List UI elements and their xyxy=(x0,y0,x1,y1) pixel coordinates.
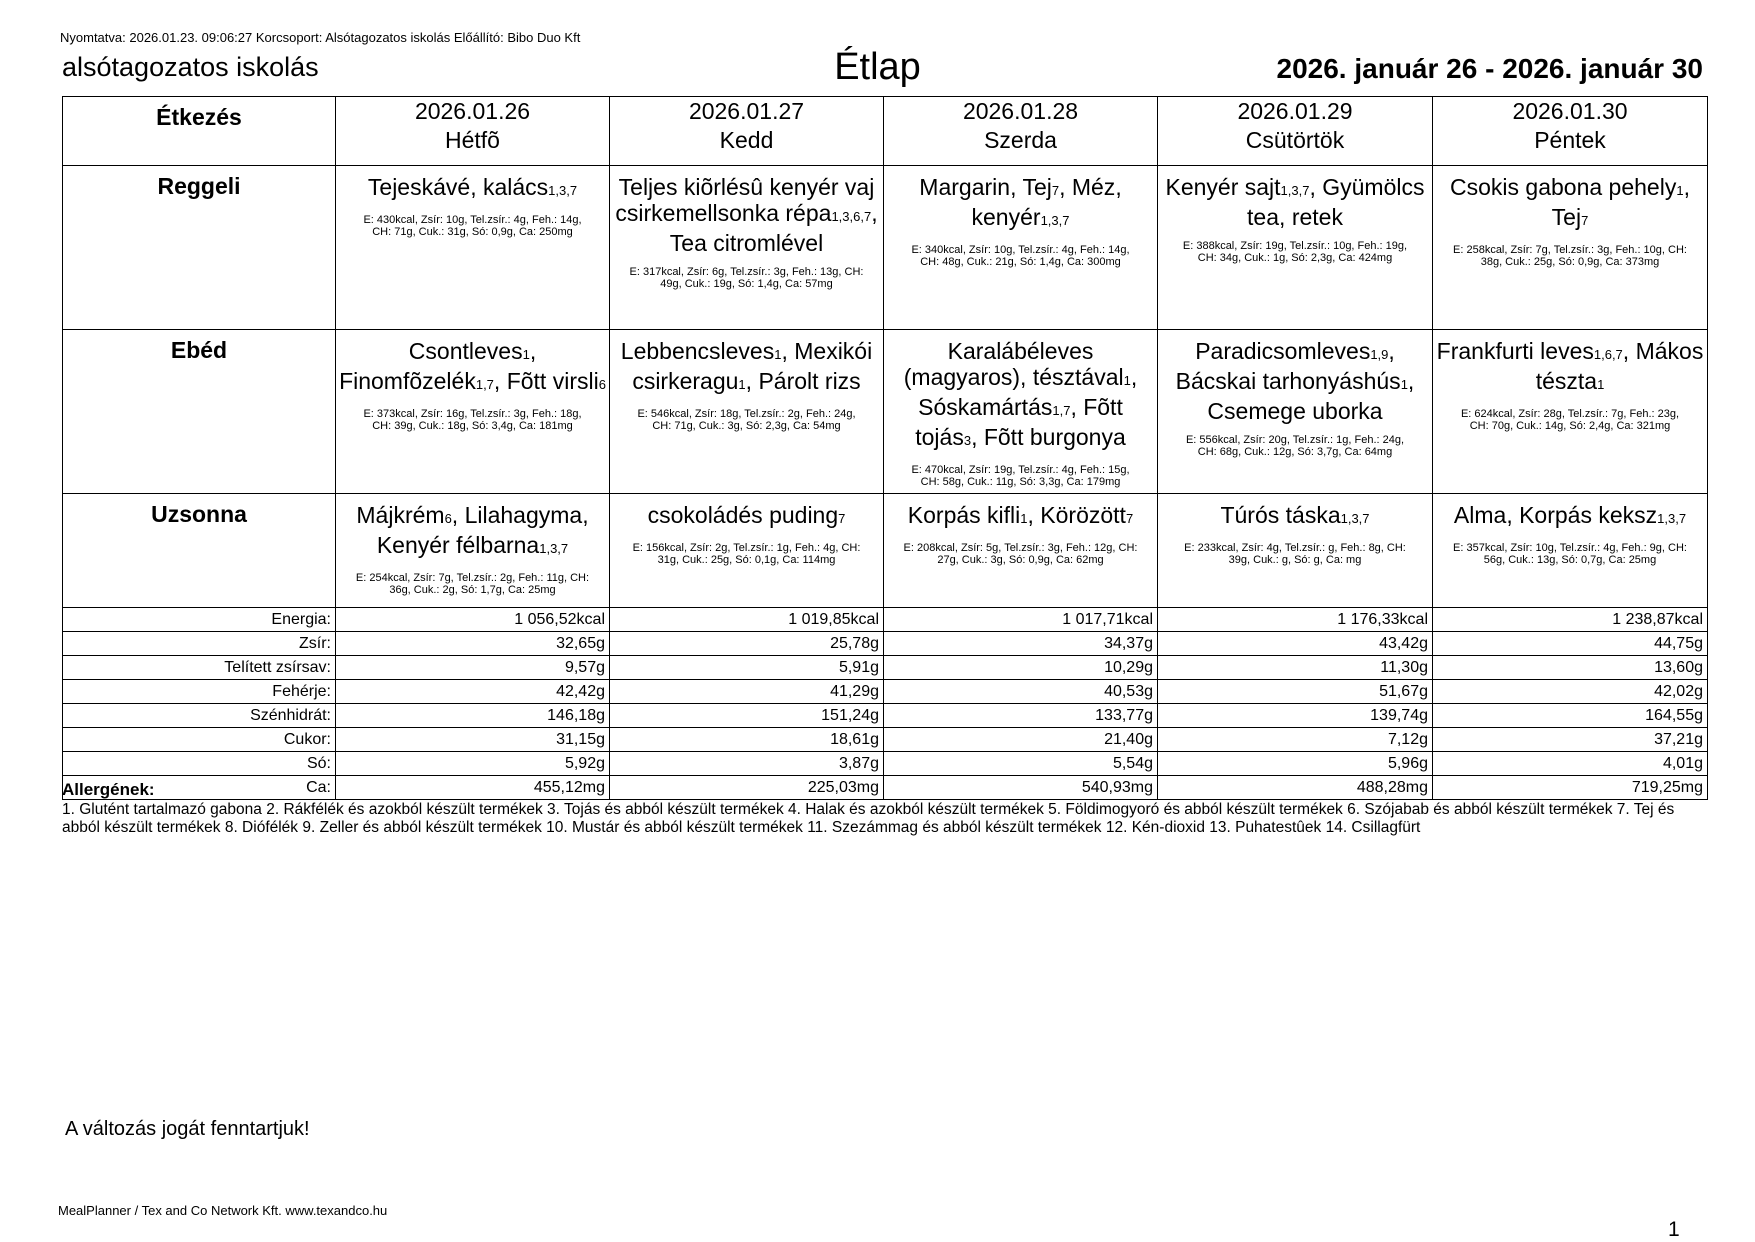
nutrient-value: 41,29g xyxy=(610,680,884,704)
dish-name: Lilahagyma xyxy=(464,502,583,528)
nutrition-line: E: 233kcal, Zsír: 4g, Tel.zsír.: g, Feh.: 8g, CH: xyxy=(1184,542,1406,554)
dish-name: Lebbencsleves xyxy=(620,338,775,364)
dish-name: Mákos tészta xyxy=(1535,338,1704,394)
menu-cell xyxy=(336,166,610,330)
dish-separator: , xyxy=(1059,174,1072,200)
dish-list xyxy=(884,330,1157,454)
nutrient-value: 25,78g xyxy=(610,632,884,656)
nutrition-line: E: 556kcal, Zsír: 20g, Tel.zsír.: 1g, Feh.: 24g, xyxy=(1185,434,1405,446)
nutrition-line: E: 624kcal, Zsír: 28g, Tel.zsír.: 7g, Feh.: 23g, xyxy=(1460,408,1680,420)
dish-name: Kenyér félbarna xyxy=(376,532,540,558)
allergen-codes: 6 xyxy=(598,377,606,392)
nutrient-value: 4,01g xyxy=(1433,752,1708,776)
allergen-codes: 1,3,7 xyxy=(1657,511,1687,526)
nutrient-value: 44,75g xyxy=(1433,632,1708,656)
nutrient-value: 3,87g xyxy=(610,752,884,776)
dish-name: kenyér xyxy=(971,204,1041,230)
dish-name: Fõtt tojás xyxy=(915,394,1123,450)
nutrition-info xyxy=(610,542,883,566)
menu-cell xyxy=(884,166,1158,330)
nutrient-value: 1 017,71kcal xyxy=(884,608,1158,632)
nutrient-value: 42,02g xyxy=(1433,680,1708,704)
dish-separator: , xyxy=(1622,338,1636,364)
nutrition-line: CH: 71g, Cuk.: 31g, Só: 0,9g, Ca: 250mg xyxy=(372,226,573,238)
nutrition-line: E: 470kcal, Zsír: 19g, Tel.zsír.: 4g, Feh.: 15g, xyxy=(911,464,1130,476)
dish-separator: , xyxy=(1407,368,1415,394)
allergen-codes: 7 xyxy=(1125,511,1134,526)
menu-cell xyxy=(884,494,1158,608)
page-number: 1 xyxy=(1668,1218,1680,1241)
nutrient-value: 5,92g xyxy=(336,752,610,776)
allergen-codes: 7 xyxy=(1581,213,1589,228)
allergen-codes: 3 xyxy=(963,433,972,448)
dish-separator: , xyxy=(1130,364,1138,390)
dish-name: Korpás kifli xyxy=(907,502,1021,528)
dish-name: Frankfurti leves xyxy=(1436,338,1594,364)
nutrition-line: E: 156kcal, Zsír: 2g, Tel.zsír.: 1g, Feh.: 4g, CH: xyxy=(632,542,861,554)
nutrient-value: 540,93mg xyxy=(884,776,1158,800)
nutrition-info xyxy=(884,244,1157,268)
day-name: Kedd xyxy=(719,127,774,153)
menu-table-body xyxy=(63,97,1708,800)
nutrition-line: E: 373kcal, Zsír: 16g, Tel.zsír.: 3g, Feh.: 18g, xyxy=(363,408,582,420)
nutrition-info xyxy=(1158,240,1432,264)
menu-cell xyxy=(610,494,884,608)
menu-table xyxy=(62,96,1708,800)
nutrition-line: E: 258kcal, Zsír: 7g, Tel.zsír.: 3g, Feh.: 10g, CH: xyxy=(1453,244,1687,256)
nutrient-value: 9,57g xyxy=(336,656,610,680)
nutrition-line: 38g, Cuk.: 25g, Só: 0,9g, Ca: 373mg xyxy=(1480,256,1660,268)
day-name: Csütörtök xyxy=(1245,127,1345,153)
dish-name: Túrós táska xyxy=(1220,502,1341,528)
nutrient-value: 5,91g xyxy=(610,656,884,680)
dish-name: csokoládés puding xyxy=(647,502,839,528)
allergen-codes: 6 xyxy=(444,511,452,526)
allergen-codes: 1,7 xyxy=(1052,403,1071,418)
print-info: Nyomtatva: 2026.01.23. 09:06:27 Korcsoport: Alsótagozatos iskolás Előállító: Bibo Duo Kft xyxy=(60,30,581,45)
dish-list xyxy=(1158,330,1432,424)
nutrition-line: CH: 58g, Cuk.: 11g, Só: 3,3g, Ca: 179mg xyxy=(920,476,1121,488)
dish-name: Finomfõzelék xyxy=(339,368,476,394)
dish-separator: , xyxy=(1070,394,1084,420)
dish-separator: , xyxy=(781,338,795,364)
dish-list xyxy=(336,330,609,398)
dish-name: Paradicsomleves xyxy=(1195,338,1371,364)
dish-list xyxy=(610,494,883,532)
disclaimer: A változás jogát fenntartjuk! xyxy=(65,1118,310,1140)
dish-separator: , xyxy=(451,502,465,528)
page-title: Étlap xyxy=(834,46,921,88)
nutrition-info xyxy=(610,408,883,432)
dish-name: Körözött xyxy=(1040,502,1126,528)
nutrition-line: 27g, Cuk.: 3g, Só: 0,9g, Ca: 62mg xyxy=(937,554,1104,566)
nutrient-value: 1 238,87kcal xyxy=(1433,608,1708,632)
menu-cell xyxy=(1158,330,1433,494)
menu-cell xyxy=(884,330,1158,494)
nutrition-line: 31g, Cuk.: 25g, Só: 0,1g, Ca: 114mg xyxy=(657,554,836,566)
nutrition-line: CH: 71g, Cuk.: 3g, Só: 2,3g, Ca: 54mg xyxy=(652,420,841,432)
menu-cell xyxy=(1158,166,1433,330)
allergen-codes: 1,9 xyxy=(1370,347,1389,362)
dish-name: Fõtt virsli xyxy=(506,368,599,394)
nutrition-line: CH: 39g, Cuk.: 18g, Só: 3,4g, Ca: 181mg xyxy=(372,420,573,432)
allergen-codes: 1 xyxy=(1597,377,1605,392)
nutrient-value: 151,24g xyxy=(610,704,884,728)
nutrition-line: CH: 70g, Cuk.: 14g, Só: 2,4g, Ca: 321mg xyxy=(1469,420,1671,432)
menu-cell xyxy=(1433,330,1708,494)
nutrition-line: E: 317kcal, Zsír: 6g, Tel.zsír.: 3g, Feh.: 13g, CH: xyxy=(629,266,864,278)
allergen-codes: 1 xyxy=(1676,183,1684,198)
dish-name: Méz xyxy=(1071,174,1116,200)
nutrient-value: 455,12mg xyxy=(336,776,610,800)
nutrient-total-row xyxy=(63,776,1708,800)
menu-cell xyxy=(336,330,610,494)
dish-list xyxy=(1433,166,1707,234)
dish-separator: , xyxy=(1506,502,1520,528)
dish-separator: , xyxy=(493,368,507,394)
dish-separator: , xyxy=(1309,174,1323,200)
nutrition-info xyxy=(1158,542,1432,566)
nutrition-info xyxy=(884,464,1157,488)
meal-row xyxy=(63,166,1708,330)
menu-cell xyxy=(1433,494,1708,608)
dish-separator: , xyxy=(582,502,589,528)
allergen-codes: 1 xyxy=(1020,511,1028,526)
day-date: 2026.01.28 xyxy=(962,98,1079,124)
dish-list xyxy=(884,494,1157,532)
nutrient-label: Fehérje: xyxy=(63,680,336,704)
nutrient-value: 7,12g xyxy=(1158,728,1433,752)
allergen-codes: 1,3,6,7 xyxy=(831,209,872,224)
day-date: 2026.01.27 xyxy=(688,98,805,124)
allergen-codes: 1,3,7 xyxy=(1340,511,1370,526)
dish-name: Korpás keksz xyxy=(1519,502,1658,528)
dish-separator: , xyxy=(529,338,537,364)
nutrient-value: 1 019,85kcal xyxy=(610,608,884,632)
nutrient-label: Szénhidrát: xyxy=(63,704,336,728)
day-header xyxy=(884,97,1158,166)
nutrient-total-row xyxy=(63,608,1708,632)
dish-separator: , xyxy=(871,200,878,226)
allergen-codes: 1 xyxy=(774,347,782,362)
nutrition-info xyxy=(884,542,1157,566)
menu-cell xyxy=(610,330,884,494)
dish-separator: , xyxy=(470,174,483,200)
allergens-title: Allergének: xyxy=(62,780,155,799)
allergen-codes: 1,7 xyxy=(475,377,494,392)
nutrient-value: 13,60g xyxy=(1433,656,1708,680)
dish-name: Párolt rizs xyxy=(758,368,861,394)
nutrition-line: CH: 48g, Cuk.: 21g, Só: 1,4g, Ca: 300mg xyxy=(920,256,1121,268)
dish-name: Teljes kiõrlésû kenyér vaj csirkemellsonka répa xyxy=(615,174,875,226)
allergens-list: 1. Glutént tartalmazó gabona 2. Rákfélék és azokból készült termékek 3. Tojás és abból készült termékek 4. Halak és azokból készült termékek 5. Földimogyoró és abból készült termékek 6. Szójabab és abból készült termékek 7. Tej és abból készült termékek 8. Diófélék 9. Zeller és abból készült termékek 10. Mustár és abból készült termékek 11. Szezámmag és abból készült termékek 12. Kén-dioxid 13. Puhatestûek 14. Csillagfürt xyxy=(62,801,1675,836)
dish-name: kalács xyxy=(482,174,549,200)
allergen-codes: 1,3,7 xyxy=(1280,183,1310,198)
nutrition-info xyxy=(610,266,883,290)
nutrient-total-row xyxy=(63,680,1708,704)
dish-separator: , xyxy=(745,368,759,394)
nutrition-info xyxy=(336,572,609,596)
nutrient-value: 34,37g xyxy=(884,632,1158,656)
menu-cell xyxy=(1158,494,1433,608)
allergen-codes: 1,3,7 xyxy=(548,183,578,198)
nutrition-line: E: 388kcal, Zsír: 19g, Tel.zsír.: 10g, Feh.: 19g, xyxy=(1182,240,1408,252)
dish-separator: , xyxy=(1115,174,1122,200)
nutrient-label: Só: xyxy=(63,752,336,776)
day-header xyxy=(336,97,610,166)
nutrient-label: Zsír: xyxy=(63,632,336,656)
dish-name: Csontleves xyxy=(408,338,523,364)
nutrient-value: 133,77g xyxy=(884,704,1158,728)
nutrient-value: 146,18g xyxy=(336,704,610,728)
nutrient-label: Ca: xyxy=(63,776,336,800)
dish-name: Májkrém xyxy=(356,502,445,528)
nutrient-value: 21,40g xyxy=(884,728,1158,752)
nutrient-total-row xyxy=(63,656,1708,680)
dish-name: Tej xyxy=(1022,174,1052,200)
nutrient-total-row xyxy=(63,704,1708,728)
dish-list xyxy=(884,166,1157,234)
nutrition-line: CH: 68g, Cuk.: 12g, Só: 3,7g, Ca: 64mg xyxy=(1197,446,1393,458)
day-date: 2026.01.30 xyxy=(1512,98,1628,124)
nutrition-line: 39g, Cuk.: g, Só: g, Ca: mg xyxy=(1228,554,1362,566)
nutrient-value: 5,96g xyxy=(1158,752,1433,776)
nutrient-value: 1 056,52kcal xyxy=(336,608,610,632)
meal-name: Reggeli xyxy=(63,166,336,330)
dish-separator: , xyxy=(1683,174,1690,200)
nutrient-value: 51,67g xyxy=(1158,680,1433,704)
dish-separator: , xyxy=(1388,338,1395,364)
dish-separator: , xyxy=(971,424,984,450)
day-header xyxy=(610,97,884,166)
nutrient-value: 32,65g xyxy=(336,632,610,656)
nutrient-total-row xyxy=(63,752,1708,776)
meal-name: Ebéd xyxy=(63,330,336,494)
nutrition-info xyxy=(336,214,609,238)
nutrient-label: Cukor: xyxy=(63,728,336,752)
dish-name: Tea citromlével xyxy=(669,230,824,256)
day-date: 2026.01.26 xyxy=(414,98,531,124)
corner-label: Étkezés xyxy=(63,97,336,166)
dish-name: Gyümölcs tea xyxy=(1247,174,1425,230)
dish-name: Alma xyxy=(1453,502,1507,528)
day-header xyxy=(1158,97,1433,166)
meal-row xyxy=(63,494,1708,608)
nutrition-line: E: 546kcal, Zsír: 18g, Tel.zsír.: 2g, Feh.: 24g, xyxy=(637,408,856,420)
dish-name: Tej xyxy=(1551,204,1582,230)
dish-name: Kenyér sajt xyxy=(1165,174,1281,200)
allergen-codes: 1 xyxy=(522,347,530,362)
nutrient-label: Telített zsírsav: xyxy=(63,656,336,680)
meal-row xyxy=(63,330,1708,494)
nutrient-value: 10,29g xyxy=(884,656,1158,680)
dish-separator: , xyxy=(1279,204,1292,230)
date-range: 2026. január 26 - 2026. január 30 xyxy=(1276,53,1703,84)
dish-name: Karalábéleves (magyaros), tésztával xyxy=(903,338,1124,390)
dish-name: retek xyxy=(1291,204,1343,230)
allergen-codes: 1,6,7 xyxy=(1593,347,1623,362)
nutrient-value: 37,21g xyxy=(1433,728,1708,752)
nutrient-value: 42,42g xyxy=(336,680,610,704)
dish-name: Sóskamártás xyxy=(918,394,1053,420)
nutrient-value: 1 176,33kcal xyxy=(1158,608,1433,632)
nutrient-value: 719,25mg xyxy=(1433,776,1708,800)
dish-name: Bácskai tarhonyáshús xyxy=(1175,368,1401,394)
dish-name: Margarin xyxy=(919,174,1011,200)
nutrition-line: E: 208kcal, Zsír: 5g, Tel.zsír.: 3g, Feh.: 12g, CH: xyxy=(903,542,1138,554)
dish-name: Csokis gabona pehely xyxy=(1450,174,1677,200)
day-header-row xyxy=(63,97,1708,166)
menu-cell xyxy=(336,494,610,608)
dish-list xyxy=(1158,494,1432,532)
nutrition-info xyxy=(336,408,609,432)
dish-name: Csemege uborka xyxy=(1207,398,1383,424)
nutrient-value: 5,54g xyxy=(884,752,1158,776)
day-name: Péntek xyxy=(1534,127,1606,153)
allergen-codes: 1 xyxy=(1123,373,1131,388)
age-group: alsótagozatos iskolás xyxy=(62,52,319,82)
meal-name: Uzsonna xyxy=(63,494,336,608)
allergen-codes: 7 xyxy=(838,511,846,526)
nutrient-value: 40,53g xyxy=(884,680,1158,704)
dish-name: Tejeskávé xyxy=(367,174,471,200)
day-header xyxy=(1433,97,1708,166)
nutrition-info xyxy=(1433,244,1707,268)
nutrition-line: E: 254kcal, Zsír: 7g, Tel.zsír.: 2g, Feh.: 11g, CH: xyxy=(355,572,590,584)
menu-cell xyxy=(610,166,884,330)
nutrition-info xyxy=(1433,542,1707,566)
footer: MealPlanner / Tex and Co Network Kft. www.texandco.hu xyxy=(58,1203,388,1218)
dish-list xyxy=(1433,494,1707,532)
nutrient-total-row xyxy=(63,728,1708,752)
allergen-codes: 1 xyxy=(1400,377,1408,392)
nutrition-line: CH: 34g, Cuk.: 1g, Só: 2,3g, Ca: 424mg xyxy=(1197,252,1393,264)
allergen-codes: 7 xyxy=(1051,183,1060,198)
nutrition-line: 49g, Cuk.: 19g, Só: 1,4g, Ca: 57mg xyxy=(660,278,833,290)
day-date: 2026.01.29 xyxy=(1237,98,1353,124)
allergen-codes: 1 xyxy=(738,377,746,392)
nutrient-value: 488,28mg xyxy=(1158,776,1433,800)
nutrition-line: E: 357kcal, Zsír: 10g, Tel.zsír.: 4g, Feh.: 9g, CH: xyxy=(1453,542,1687,554)
nutrient-value: 139,74g xyxy=(1158,704,1433,728)
menu-cell xyxy=(1433,166,1708,330)
dish-separator: , xyxy=(1027,502,1041,528)
dish-list xyxy=(1433,330,1707,398)
dish-list xyxy=(336,494,609,562)
nutrient-value: 225,03mg xyxy=(610,776,884,800)
nutrient-value: 164,55g xyxy=(1433,704,1708,728)
nutrient-value: 31,15g xyxy=(336,728,610,752)
nutrient-value: 43,42g xyxy=(1158,632,1433,656)
dish-name: Mexikói csirkeragu xyxy=(632,338,873,394)
nutrient-total-row xyxy=(63,632,1708,656)
nutrient-label: Energia: xyxy=(63,608,336,632)
nutrition-line: E: 340kcal, Zsír: 10g, Tel.zsír.: 4g, Feh.: 14g, xyxy=(911,244,1130,256)
dish-separator: , xyxy=(1010,174,1023,200)
nutrition-info xyxy=(1433,408,1707,432)
nutrient-value: 11,30g xyxy=(1158,656,1433,680)
nutrition-info xyxy=(1158,434,1432,458)
day-name: Hétfõ xyxy=(445,127,500,153)
day-name: Szerda xyxy=(984,127,1057,153)
nutrition-line: 56g, Cuk.: 13g, Só: 0,7g, Ca: 25mg xyxy=(1483,554,1657,566)
nutrition-line: E: 430kcal, Zsír: 10g, Tel.zsír.: 4g, Feh.: 14g, xyxy=(363,214,582,226)
dish-list xyxy=(610,330,883,398)
nutrient-value: 18,61g xyxy=(610,728,884,752)
allergen-codes: 1,3,7 xyxy=(539,541,569,556)
nutrition-line: 36g, Cuk.: 2g, Só: 1,7g, Ca: 25mg xyxy=(389,584,556,596)
dish-list xyxy=(336,166,609,204)
allergen-codes: 1,3,7 xyxy=(1040,213,1070,228)
dish-list xyxy=(610,166,883,256)
dish-list xyxy=(1158,166,1432,230)
dish-name: Fõtt burgonya xyxy=(983,424,1126,450)
